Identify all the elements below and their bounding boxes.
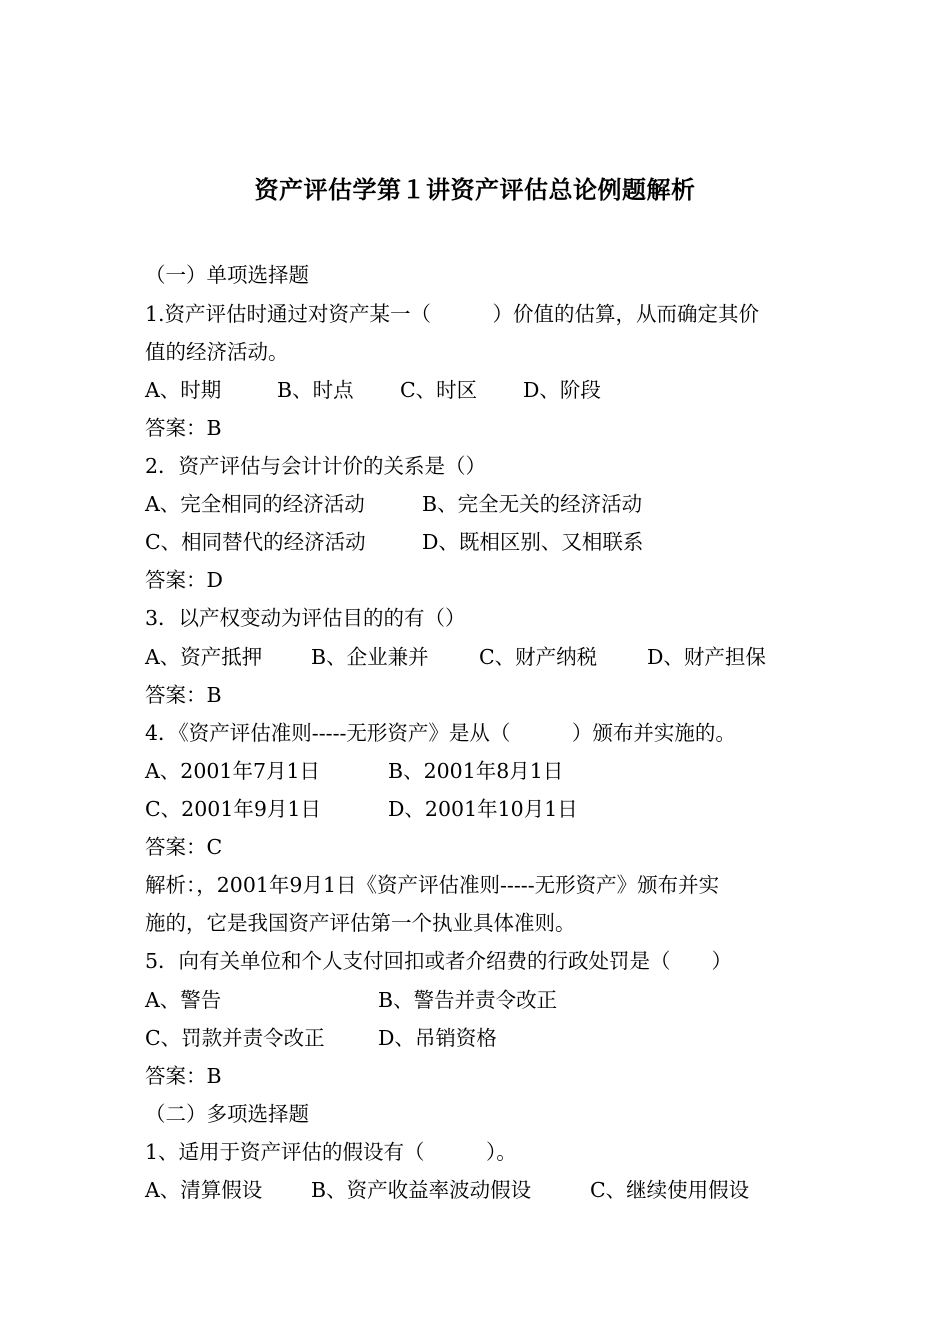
question-1-text-line1: 1.资产评估时通过对资产某一（ ）价值的估算，从而确定其价 (145, 302, 760, 326)
question-3-option-b: B、企业兼并 (311, 645, 429, 669)
question-4-analysis-line2: 施的，它是我国资产评估第一个执业具体准则。 (145, 911, 576, 935)
question-2-option-d: D、既相区别、又相联系 (422, 530, 644, 554)
question-2-option-a: A、完全相同的经济活动 (145, 492, 365, 516)
question-2-answer: 答案：D (145, 568, 223, 592)
question-2-text: 2．资产评估与会计计价的关系是（） (145, 454, 487, 478)
section-heading-multiple-choice: （二）多项选择题 (145, 1102, 309, 1126)
question-4-option-d: D、2001年10月1日 (388, 797, 578, 821)
question-1-option-a: A、时期 (145, 378, 222, 402)
question-4-text: 4．《资产评估准则-----无形资产》是从（ ）颁布并实施的。 (145, 721, 736, 745)
question-5-answer: 答案：B (145, 1064, 222, 1088)
question-1-option-d: D、阶段 (523, 378, 601, 402)
question-2-option-b: B、完全无关的经济活动 (422, 492, 643, 516)
question-5-option-d: D、吊销资格 (378, 1026, 497, 1050)
multi-question-1-text: 1、适用于资产评估的假设有（ ）。 (145, 1140, 517, 1164)
question-1-option-c: C、时区 (400, 378, 478, 402)
question-3-answer: 答案：B (145, 683, 222, 707)
multi-question-1-option-b: B、资产收益率波动假设 (311, 1178, 532, 1202)
question-3-text: 3．以产权变动为评估目的的有（） (145, 606, 466, 630)
question-4-option-b: B、2001年8月1日 (388, 759, 564, 783)
question-4-option-c: C、2001年9月1日 (145, 797, 321, 821)
multi-question-1-option-c: C、继续使用假设 (590, 1178, 750, 1202)
question-4-answer: 答案：C (145, 835, 223, 859)
question-4-analysis-line1: 解析：，2001年9月1日《资产评估准则-----无形资产》颁布并实 (145, 873, 720, 897)
question-5-text: 5．向有关单位和个人支付回扣或者介绍费的行政处罚是（ ） (145, 949, 733, 973)
question-3-option-c: C、财产纳税 (479, 645, 598, 669)
page-title: 资产评估学第１讲资产评估总论例题解析 (254, 176, 696, 204)
question-1-answer: 答案：B (145, 416, 222, 440)
multi-question-1-option-a: A、清算假设 (145, 1178, 263, 1202)
question-4-option-a: A、2001年7月1日 (145, 759, 321, 783)
question-5-option-a: A、警告 (145, 988, 222, 1012)
question-2-option-c: C、相同替代的经济活动 (145, 530, 366, 554)
question-3-option-a: A、资产抵押 (145, 645, 263, 669)
question-1-text-line2: 值的经济活动。 (145, 340, 289, 364)
question-1-option-b: B、时点 (277, 378, 354, 402)
question-5-option-b: B、警告并责令改正 (378, 988, 558, 1012)
section-heading-single-choice: （一）单项选择题 (145, 263, 309, 287)
question-3-option-d: D、财产担保 (647, 645, 766, 669)
question-5-option-c: C、罚款并责令改正 (145, 1026, 325, 1050)
